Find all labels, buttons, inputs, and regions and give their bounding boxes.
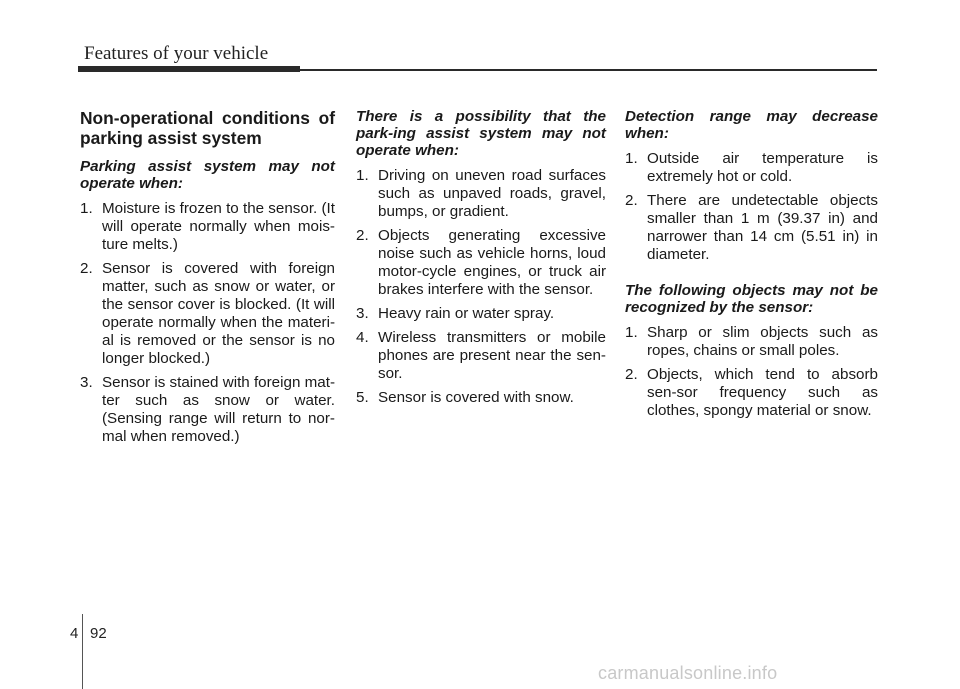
item-text: Objects, which tend to absorb sen-sor frequency such as clothes, spongy material or snow. (647, 366, 878, 419)
item-number: 1. (625, 324, 638, 341)
item-text: Sensor is covered with snow. (378, 389, 574, 406)
list-item (80, 200, 335, 254)
item-text: Sensor is covered with foreign matter, such as snow or water, or the sensor cover is blocked. (It will operate normally when the materi-al is removed or the sensor is no longer blocked.) (102, 260, 335, 367)
item-number: 2. (625, 192, 638, 209)
item-text: There are undetectable objects smaller than 1 m (39.37 in) and narrower than 14 cm (5.51 in) in diameter. (647, 192, 878, 263)
subheading-possibility: There is a possibility that the park-ing assist system may not operate when: (356, 108, 606, 159)
item-text: Sensor is stained with foreign mat-ter such as snow or water. (Sensing range will return to nor-mal when removed.) (102, 374, 335, 445)
item-number: 2. (356, 227, 369, 244)
list-item (356, 227, 606, 299)
list-item (625, 192, 878, 264)
header-rule-thick (78, 66, 300, 72)
subheading-detection-range: Detection range may decrease when: (625, 108, 878, 142)
possibility-list (356, 167, 606, 407)
conditions-list (80, 200, 335, 446)
list-item (625, 324, 878, 360)
list-item (80, 260, 335, 368)
page-number: 92 (90, 625, 107, 642)
item-text: Wireless transmitters or mobile phones are present near the sen-sor. (378, 329, 606, 382)
item-number: 3. (356, 305, 369, 322)
list-item (80, 374, 335, 446)
footer-divider (82, 614, 83, 689)
column-2 (356, 108, 606, 413)
subheading-may-not-operate: Parking assist system may not operate when: (80, 158, 335, 192)
item-text: Driving on uneven road surfaces such as unpaved roads, gravel, bumps, or gradient. (378, 167, 606, 220)
item-number: 2. (625, 366, 638, 383)
item-number: 1. (80, 200, 93, 217)
page-header-title: Features of your vehicle (84, 43, 269, 64)
list-item (356, 167, 606, 221)
list-item (356, 329, 606, 383)
item-text: Outside air temperature is extremely hot or cold. (647, 150, 878, 185)
not-recognized-list (625, 324, 878, 420)
item-text: Heavy rain or water spray. (378, 305, 555, 322)
item-number: 2. (80, 260, 93, 277)
item-number: 5. (356, 389, 369, 406)
item-number: 1. (356, 167, 369, 184)
section-heading: Non-operational conditions of parking assist system (80, 108, 335, 148)
watermark: carmanualsonline.info (598, 663, 778, 683)
item-text: Moisture is frozen to the sensor. (It will operate normally when mois-ture melts.) (102, 200, 335, 253)
header-rule-thin (300, 69, 877, 71)
item-text: Sharp or slim objects such as ropes, chains or small poles. (647, 324, 878, 359)
list-item (356, 389, 606, 407)
item-number: 1. (625, 150, 638, 167)
detection-range-list (625, 150, 878, 264)
item-text: Objects generating excessive noise such as vehicle horns, loud motor-cycle engines, or truck air brakes interfere with the sensor. (378, 227, 606, 298)
chapter-number: 4 (70, 625, 79, 642)
list-item (625, 150, 878, 186)
list-item (356, 305, 606, 323)
column-1 (80, 108, 335, 452)
list-item (625, 366, 878, 420)
column-3 (625, 108, 878, 426)
subheading-not-recognized: The following objects may not be recognized by the sensor: (625, 282, 878, 316)
item-number: 3. (80, 374, 93, 391)
item-number: 4. (356, 329, 369, 346)
